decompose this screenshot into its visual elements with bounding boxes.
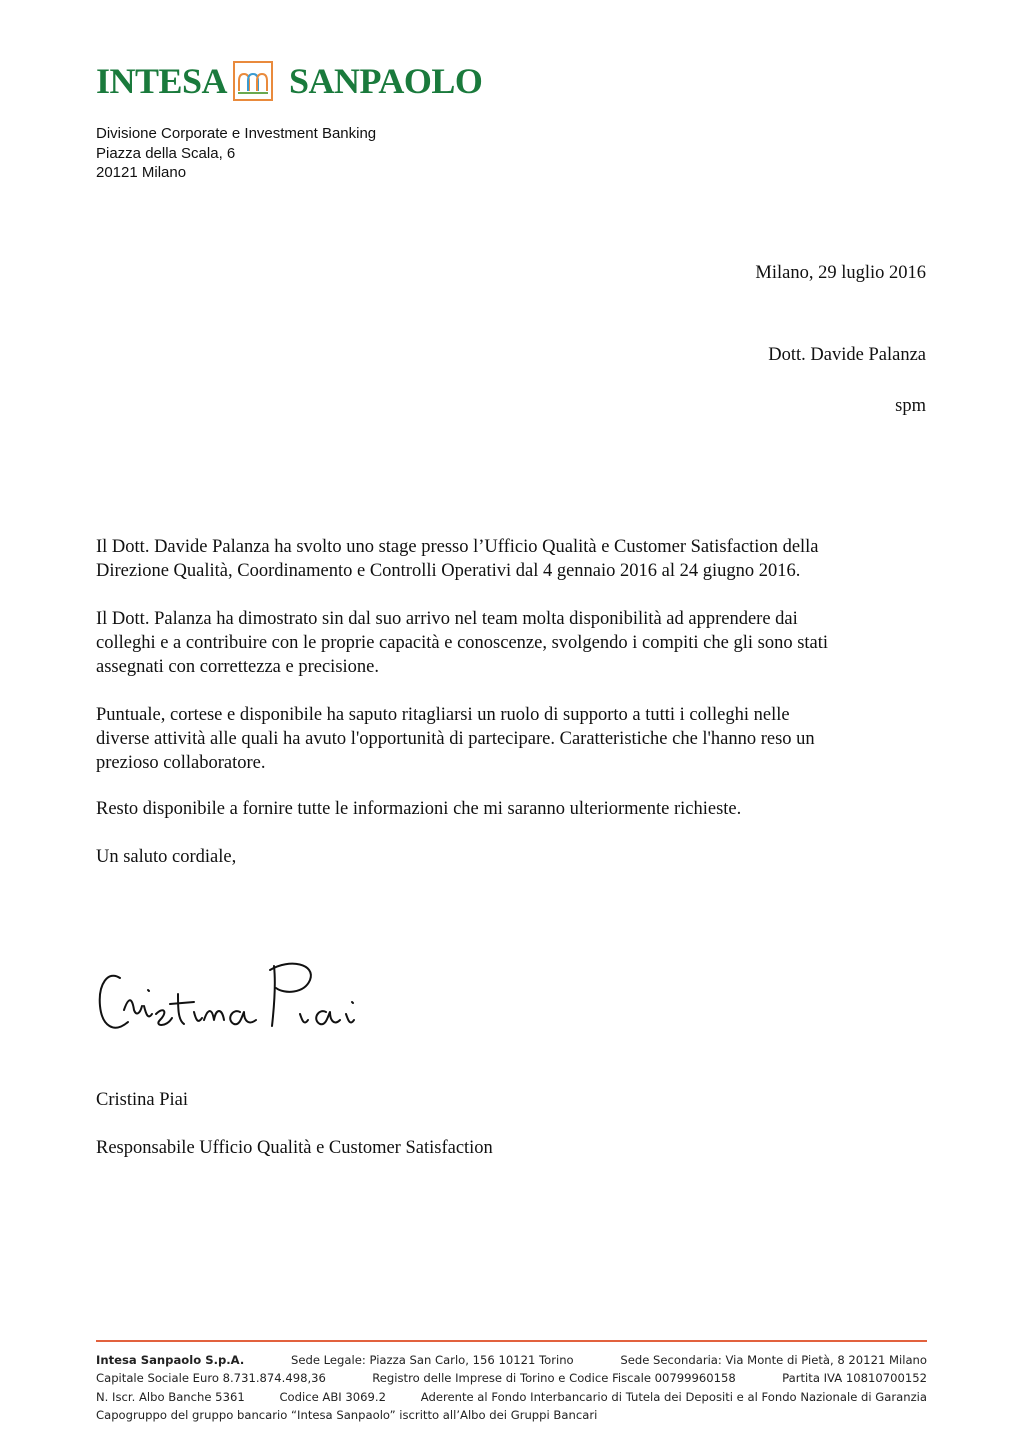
paragraph-line: diverse attività alle quali ha avuto l'opportunità di partecipare. Caratteristiche che l'hanno reso un	[96, 729, 815, 749]
registered-office: Sede Legale: Piazza San Carlo, 156 10121 Torino	[291, 1353, 574, 1367]
abi-code: Codice ABI 3069.2	[279, 1389, 386, 1404]
bank-register: N. Iscr. Albo Banche 5361	[96, 1389, 245, 1404]
footer-row	[96, 1388, 927, 1406]
logo-word-intesa: INTESA	[96, 61, 228, 101]
deposit-fund: Aderente al Fondo Interbancario di Tutela dei Depositi e al Fondo Nazionale di Garanzia	[420, 1389, 927, 1404]
recipient-name: Dott. Davide Palanza	[768, 345, 926, 365]
address-line: Divisione Corporate e Investment Banking	[96, 125, 377, 142]
footer-divider	[96, 1340, 927, 1342]
legal-footer	[96, 1351, 927, 1424]
paragraph-4	[96, 797, 936, 821]
address-line: Piazza della Scala, 6	[96, 144, 236, 162]
company-name: Intesa Sanpaolo S.p.A.	[96, 1353, 245, 1367]
footer-row	[96, 1369, 927, 1387]
delivery-note: spm	[895, 396, 926, 416]
paragraph-line: Il Dott. Palanza ha dimostrato sin dal suo arrivo nel team molta disponibilità ad apprendere dai	[96, 609, 798, 629]
paragraph-line: Resto disponibile a fornire tutte le informazioni che mi saranno ulteriormente richieste.	[96, 799, 742, 819]
letter-date: Milano, 29 luglio 2016	[755, 263, 926, 283]
signer-role: Responsabile Ufficio Qualità e Customer Satisfaction	[96, 1138, 493, 1158]
footer-row	[96, 1406, 927, 1424]
address-line: 20121 Milano	[96, 164, 187, 181]
sender-address	[96, 124, 376, 183]
paragraph-1	[96, 535, 936, 583]
paragraph-2	[96, 607, 936, 679]
closing-salutation	[96, 845, 936, 869]
group-registration: Capogruppo del gruppo bancario “Intesa Sanpaolo” iscritto all’Albo dei Gruppi Bancari	[96, 1407, 598, 1422]
secondary-office: Sede Secondaria: Via Monte di Pietà, 8 20121 Milano	[620, 1353, 927, 1367]
paragraph-3	[96, 703, 936, 775]
bank-logo	[96, 57, 483, 107]
signer-name: Cristina Piai	[96, 1090, 188, 1110]
paragraph-line: Puntuale, cortese e disponibile ha saputo ritagliarsi un ruolo di supporto a tutti i colleghi nelle	[96, 705, 790, 725]
arches-icon	[233, 61, 273, 101]
logo-word-sanpaolo: SANPAOLO	[289, 61, 483, 101]
paragraph-line: colleghi e a contribuire con le proprie capacità e conoscenze, svolgendo i compiti che gli sono stati	[96, 633, 829, 653]
paragraph-line: Direzione Qualità, Coordinamento e Controlli Operativi dal 4 gennaio 2016 al 24 giugno 2016.	[96, 561, 801, 581]
share-capital: Capitale Sociale Euro 8.731.874.498,36	[96, 1371, 326, 1386]
handwritten-signature	[94, 954, 384, 1054]
company-register: Registro delle Imprese di Torino e Codice Fiscale 00799960158	[372, 1371, 736, 1386]
paragraph-line: assegnati con correttezza e precisione.	[96, 657, 380, 677]
footer-row	[96, 1351, 927, 1369]
paragraph-line: Un saluto cordiale,	[96, 847, 237, 867]
paragraph-line: Il Dott. Davide Palanza ha svolto uno stage presso l’Ufficio Qualità e Customer Satisfaction della	[96, 537, 819, 557]
paragraph-line: prezioso collaboratore.	[96, 753, 266, 773]
vat-number: Partita IVA 10810700152	[782, 1371, 927, 1386]
